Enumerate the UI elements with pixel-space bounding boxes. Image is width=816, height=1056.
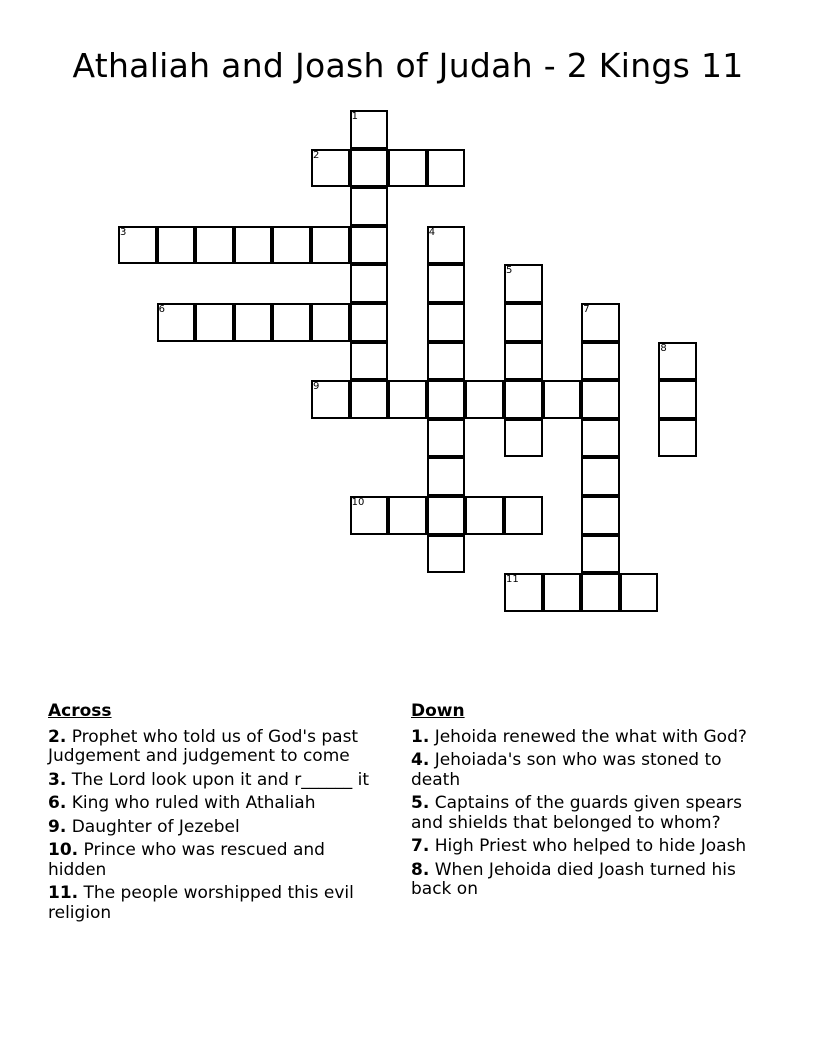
clue-number: 11 [506, 574, 519, 586]
grid-cell[interactable] [272, 303, 311, 342]
down-clues [411, 702, 751, 904]
grid-cell[interactable] [427, 496, 466, 535]
grid-cell[interactable] [581, 342, 620, 381]
grid-cell[interactable] [388, 149, 427, 188]
grid-cell[interactable] [543, 380, 582, 419]
clue-number: 1 [351, 111, 358, 122]
clue-number: 4 [428, 226, 436, 238]
clue-across: 2. Prophet who told us of God's past Judgement and judgement to come [48, 726, 359, 766]
clue-across: 6. King who ruled with Athaliah [48, 793, 316, 813]
grid-cell[interactable] [620, 573, 659, 612]
grid-cell[interactable] [465, 496, 504, 535]
grid-cell[interactable] [427, 342, 466, 381]
clue-down: 7. High Priest who helped to hide Joash [411, 836, 747, 856]
grid-cell[interactable] [427, 264, 466, 303]
clue-down: 4. Jehoiada's son who was stoned to death [411, 750, 722, 790]
grid-cell[interactable] [543, 573, 582, 612]
clue-number: 9 [313, 381, 320, 393]
clue-across: 3. The Lord look upon it and r______ it [48, 769, 370, 790]
grid-cell[interactable] [157, 226, 196, 265]
page-title: Athaliah and Joash of Judah - 2 Kings 11 [72, 46, 744, 85]
grid-cell[interactable] [427, 303, 466, 342]
clue-down: 5. Captains of the guards given spears and shields that belonged to whom? [411, 793, 743, 833]
grid-cell[interactable] [658, 380, 697, 419]
grid-cell[interactable] [350, 380, 389, 419]
across-heading: Across [48, 701, 112, 721]
clue-number: 10 [351, 497, 365, 508]
clue-number: 5 [506, 265, 513, 277]
grid-cell[interactable] [427, 419, 466, 458]
down-heading: Down [411, 701, 465, 721]
grid-cell[interactable] [195, 226, 234, 265]
grid-cell[interactable] [581, 419, 620, 458]
grid-cell[interactable] [234, 226, 273, 265]
grid-cell[interactable] [427, 380, 466, 419]
grid-cell[interactable] [427, 457, 466, 496]
grid-cell[interactable] [427, 535, 466, 574]
grid-cell[interactable] [504, 380, 543, 419]
clue-across: 11. The people worshipped this evil religion [48, 883, 354, 923]
grid-cell[interactable] [388, 496, 427, 535]
clue-across: 9. Daughter of Jezebel [48, 816, 240, 837]
clue-number: 7 [583, 304, 590, 315]
grid-cell[interactable] [234, 303, 273, 342]
grid-cell[interactable] [581, 380, 620, 419]
grid-cell[interactable] [504, 342, 543, 381]
clue-across: 10. Prince who was rescued and hidden [48, 840, 325, 880]
grid-cell[interactable] [350, 264, 389, 303]
grid-cell[interactable] [350, 187, 389, 226]
grid-cell[interactable] [581, 496, 620, 535]
grid-cell[interactable] [427, 149, 466, 188]
grid-cell[interactable] [504, 496, 543, 535]
clue-number: 8 [660, 342, 667, 354]
grid-cell[interactable] [311, 303, 350, 342]
grid-cell[interactable] [388, 380, 427, 419]
grid-cell[interactable] [272, 226, 311, 265]
clue-number: 6 [158, 304, 165, 315]
clue-down: 8. When Jehoida died Joash turned his back on [411, 859, 736, 899]
across-clues [48, 702, 388, 927]
grid-cell[interactable] [311, 226, 350, 265]
grid-cell[interactable] [581, 535, 620, 574]
grid-cell[interactable] [350, 149, 389, 188]
clue-down: 1. Jehoida renewed the what with God? [411, 726, 747, 747]
grid-cell[interactable] [581, 457, 620, 496]
grid-cell[interactable] [195, 303, 234, 342]
clue-number: 2 [313, 149, 320, 161]
grid-cell[interactable] [658, 419, 697, 458]
grid-cell[interactable] [465, 380, 504, 419]
clue-number: 3 [120, 226, 127, 238]
grid-cell[interactable] [350, 342, 389, 381]
grid-cell[interactable] [504, 419, 543, 458]
grid-cell[interactable] [581, 573, 620, 612]
grid-cell[interactable] [350, 303, 389, 342]
grid-cell[interactable] [350, 226, 389, 265]
grid-cell[interactable] [504, 303, 543, 342]
